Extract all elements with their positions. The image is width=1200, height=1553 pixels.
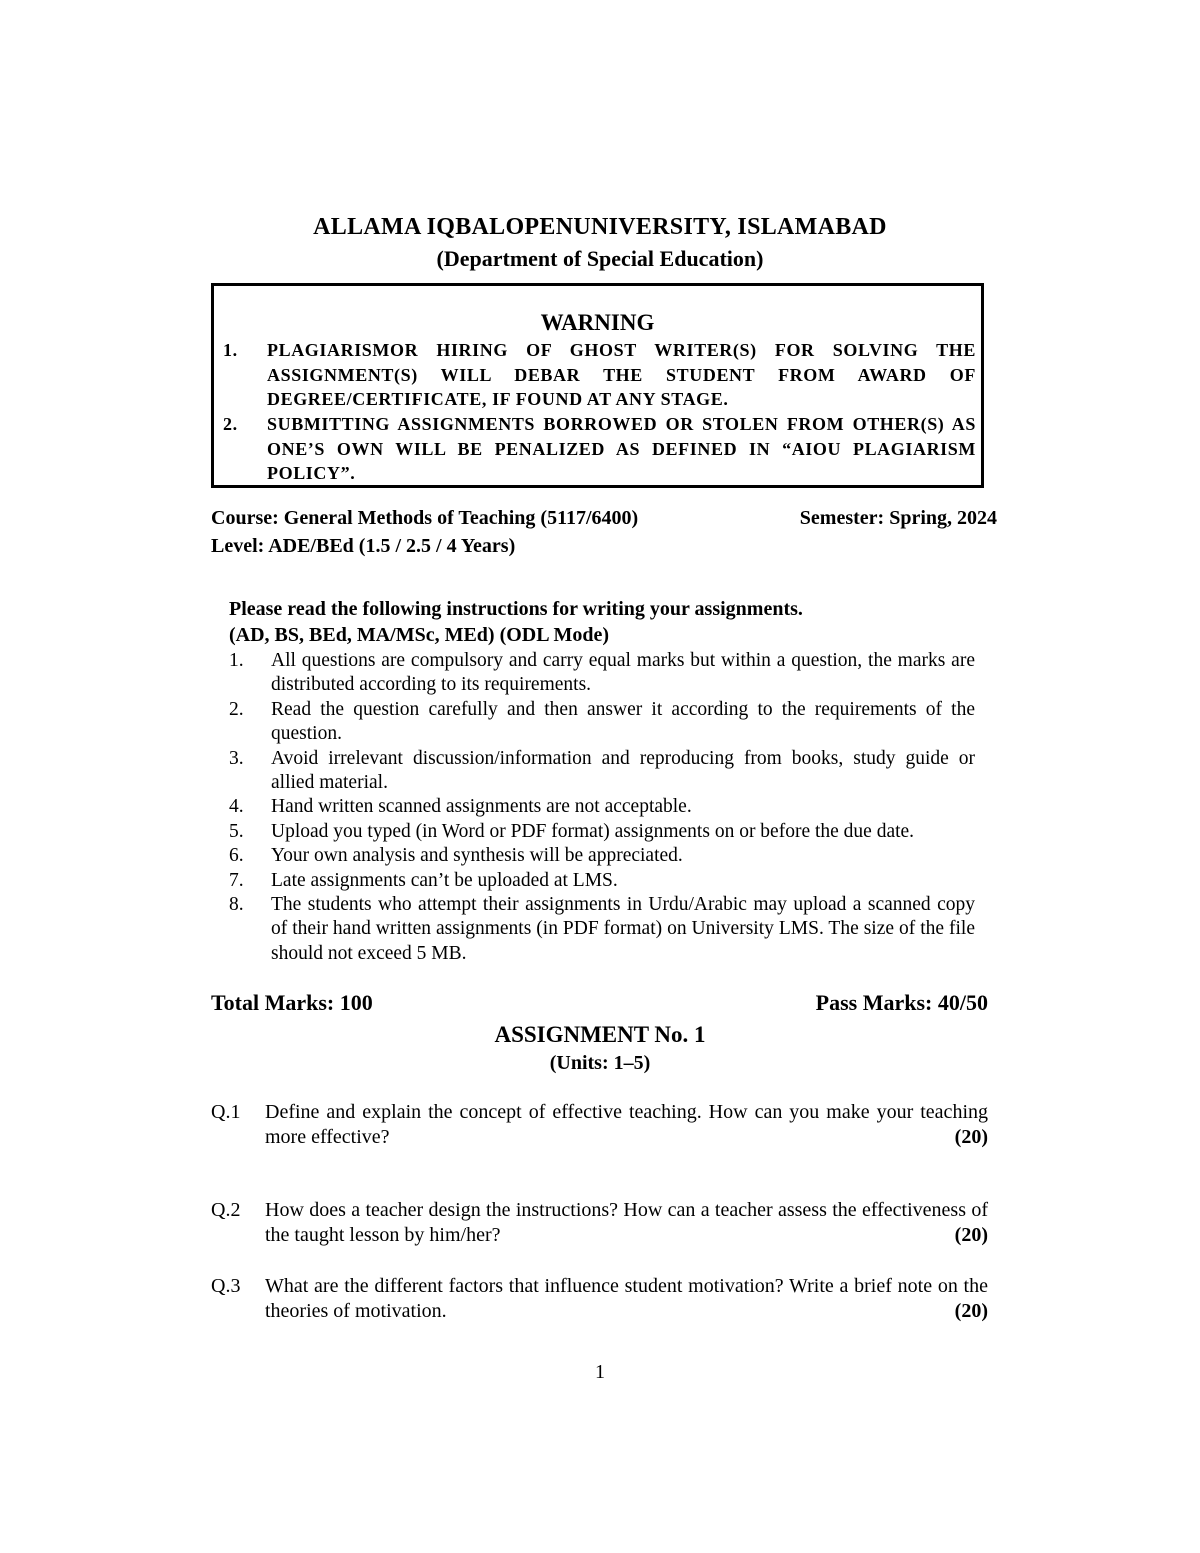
question-number: Q.1	[211, 1101, 241, 1123]
level: Level: ADE/BEd (1.5 / 2.5 / 4 Years)	[211, 535, 516, 557]
course-info-row	[211, 507, 997, 530]
instruction-text: Late assignments can’t be uploaded at LMS.	[271, 869, 618, 891]
instruction-item	[229, 820, 975, 844]
warning-item-number: 1.	[223, 340, 238, 360]
question-text: How does a teacher design the instructions? How can a teacher assess the effectiveness of the taught lesson by him/her?	[265, 1199, 988, 1246]
instruction-number: 2.	[229, 698, 244, 720]
instructions-list	[229, 649, 975, 966]
question-text: Define and explain the concept of effective teaching. How can you make your teaching more effective?	[265, 1101, 988, 1148]
university-title: ALLAMA IQBALOPENUNIVERSITY, ISLAMABAD	[313, 214, 887, 240]
instruction-text: Avoid irrelevant discussion/information and reproducing from books, study guide or allied material.	[271, 747, 975, 794]
instructions-heading: Please read the following instructions for writing your assignments.	[229, 598, 803, 620]
instruction-number: 8.	[229, 894, 244, 916]
instruction-text: All questions are compulsory and carry equal marks but within a question, the marks are distributed according to its requirements.	[271, 650, 975, 696]
pass-marks: Pass Marks: 40/50	[815, 990, 988, 1015]
instruction-item	[229, 893, 975, 966]
instruction-item	[229, 649, 975, 698]
warning-item-number: 2.	[223, 414, 238, 434]
instruction-number: 4.	[229, 796, 244, 818]
instruction-item	[229, 698, 975, 747]
instruction-item	[229, 747, 975, 796]
question	[211, 1100, 988, 1150]
total-marks: Total Marks: 100	[211, 990, 373, 1015]
level-row	[211, 535, 997, 558]
instruction-text: Your own analysis and synthesis will be appreciated.	[271, 845, 683, 867]
course-name: Course: General Methods of Teaching (5117/6400)	[211, 507, 639, 529]
warning-item-text: PLAGIARISMOR HIRING OF GHOST WRITER(S) FOR SOLVING THE ASSIGNMENT(S) WILL DEBAR THE STUDENT FROM AWARD OF DEGREE/CERTIFICATE, IF FOUND AT ANY STAGE.	[267, 340, 976, 409]
warning-item	[223, 412, 976, 486]
instruction-number: 1.	[229, 650, 244, 671]
warning-title: WARNING	[540, 310, 655, 335]
warning-box	[211, 283, 984, 488]
instructions-subheading: (AD, BS, BEd, MA/MSc, MEd) (ODL Mode)	[229, 624, 609, 646]
instruction-text: Read the question carefully and then answer it according to the requirements of the question.	[271, 698, 975, 745]
department-name: (Department of Special Education)	[436, 246, 764, 271]
warning-item-text: SUBMITTING ASSIGNMENTS BORROWED OR STOLEN FROM OTHER(S) AS ONE’S OWN WILL BE PENALIZED AS DEFINED IN “AIOU PLAGIARISM POLICY”.	[267, 414, 976, 483]
instruction-number: 6.	[229, 845, 244, 867]
assignment-units: (Units: 1–5)	[549, 1052, 651, 1074]
question-number: Q.3	[211, 1275, 241, 1297]
question-marks: (20)	[954, 1126, 988, 1148]
warning-item	[223, 338, 976, 412]
question	[211, 1198, 988, 1248]
question-text: What are the different factors that influence student motivation? Write a brief note on the theories of motivation.	[265, 1275, 988, 1322]
question-marks: (20)	[954, 1300, 988, 1322]
instruction-number: 7.	[229, 869, 244, 891]
instruction-text: The students who attempt their assignments in Urdu/Arabic may upload a scanned copy of their hand written assignments (in PDF format) on University LMS. The size of the file should not exceed 5 MB.	[271, 894, 975, 964]
instruction-number: 3.	[229, 747, 244, 769]
semester: Semester: Spring, 2024	[799, 507, 997, 529]
marks-row	[211, 990, 988, 1016]
assignment-title: ASSIGNMENT No. 1	[494, 1022, 706, 1047]
instruction-number: 5.	[229, 820, 244, 842]
instruction-item	[229, 795, 975, 819]
instruction-item	[229, 844, 975, 868]
question	[211, 1274, 988, 1324]
page-number: 1	[595, 1361, 605, 1383]
instruction-text: Hand written scanned assignments are not acceptable.	[271, 796, 692, 818]
question-number: Q.2	[211, 1199, 241, 1221]
instruction-text: Upload you typed (in Word or PDF format) assignments on or before the due date.	[271, 820, 915, 842]
question-marks: (20)	[954, 1224, 988, 1246]
instruction-item	[229, 869, 975, 893]
